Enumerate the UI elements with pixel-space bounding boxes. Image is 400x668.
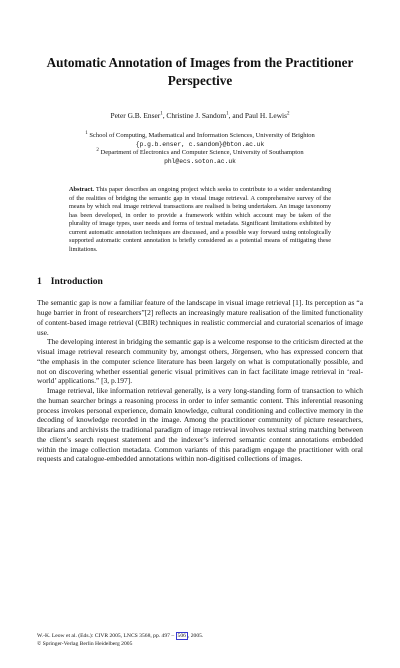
citation-year: , 2005. xyxy=(187,633,204,639)
affiliation-1 xyxy=(37,132,363,141)
author-separator: , and xyxy=(228,111,245,120)
paper-page xyxy=(0,54,400,668)
citation-text: W.-K. Leow et al. (Eds.): CIVR 2005, LNCS 3568, pp. 497 – xyxy=(37,633,176,639)
section-heading xyxy=(37,276,363,288)
paragraph: The developing interest in bridging the semantic gap is a welcome response to the criticism directed at the visual image retrieval research community by, amongst others, Jörgensen, who has expressed concern that “the emphasis in the computer science literature has been largely on what is computationally possible, and not on discovering whether essential generic visual primitives can in fact facilitate image retrieval in ‘real-world’ applications.” [3, p.197]. xyxy=(37,337,363,386)
citation-line xyxy=(37,633,203,641)
author-affil-sup: 2 xyxy=(286,111,290,117)
author-name: Peter G.B. Enser xyxy=(110,111,161,120)
affiliation-2 xyxy=(37,149,363,158)
abstract-label: Abstract. xyxy=(69,186,95,194)
affiliation-text: Department of Electronics and Computer Science, University of Southampton xyxy=(100,149,304,157)
author-affil-sup: 1 xyxy=(160,111,163,117)
affiliations xyxy=(37,132,363,166)
affiliation-sup: 2 xyxy=(96,148,99,154)
abstract-text: This paper describes an ongoing project which seeks to contribute to a wider understanding of the realities of bridging the semantic gap in visual image retrieval. A comprehensive survey of the means by which real image retrieval transactions are realised is being undertaken. An image taxonomy has been developed, in order to provide a framework within which account may be taken of the plurality of image types, user needs and forms of textual metadata. Significant limitations exhibited by current automatic annotation techniques are discussed, and a possible way forward using ontologically supported automatic content annotation is briefly considered as a potential means of mitigating these limitations. xyxy=(69,186,331,253)
page-range-end: 506 xyxy=(177,633,186,639)
author-name: Paul H. Lewis xyxy=(244,111,287,120)
title-line-1: Automatic Annotation of Images from the Practitioner xyxy=(46,55,354,70)
paragraph: Image retrieval, like information retrieval generally, is a very long-standing form of transaction to which the human searcher brings a reasoning process in order to infer semantic content. This inferential reasoning process invokes personal experience, domain knowledge, cultural conditioning and collective memory in the decoding of knowledge recorded in the image. Among the practitioner community of picture researchers, librarians and archivists the traditional paradigm of image retrieval involves textual string matching between the client’s search request statement and the indexer’s inferred semantic content annotations embedded within the image collection metadata. Common variants of this paradigm engage the practitioner with oral requests and catalogue-embedded annotations within non-digitised collections of images. xyxy=(37,386,363,464)
section-body xyxy=(37,298,363,464)
author-affil-sup: 1 xyxy=(226,111,229,117)
author-name: Christine J. Sandom xyxy=(166,111,227,120)
paper-title xyxy=(37,54,363,90)
author-separator: , xyxy=(162,111,167,120)
page-footer xyxy=(37,633,203,648)
abstract xyxy=(69,186,331,254)
affiliation-email: phl@ecs.soton.ac.uk xyxy=(164,157,236,165)
author-list xyxy=(37,111,363,121)
title-line-2: Perspective xyxy=(167,73,233,88)
section-number: 1 xyxy=(37,276,42,288)
paragraph: The semantic gap is now a familiar feature of the landscape in visual image retrieval [1]. Its perception as “a huge barrier in front of researchers”[2] reflects an increasingly mature realisation of the limited functionality of content-based image retrieval (CBIR) techniques in realistic commercial and curatorial scenarios of image use. xyxy=(37,298,363,337)
copyright-line: © Springer-Verlag Berlin Heidelberg 2005 xyxy=(37,640,133,647)
section-title: Introduction xyxy=(50,276,103,288)
affiliation-text: School of Computing, Mathematical and Information Sciences, University of Brighton xyxy=(89,132,315,139)
affiliation-sup: 1 xyxy=(85,130,88,136)
affiliation-email: {p.g.b.enser, c.sandom}@bton.ac.uk xyxy=(135,140,265,148)
